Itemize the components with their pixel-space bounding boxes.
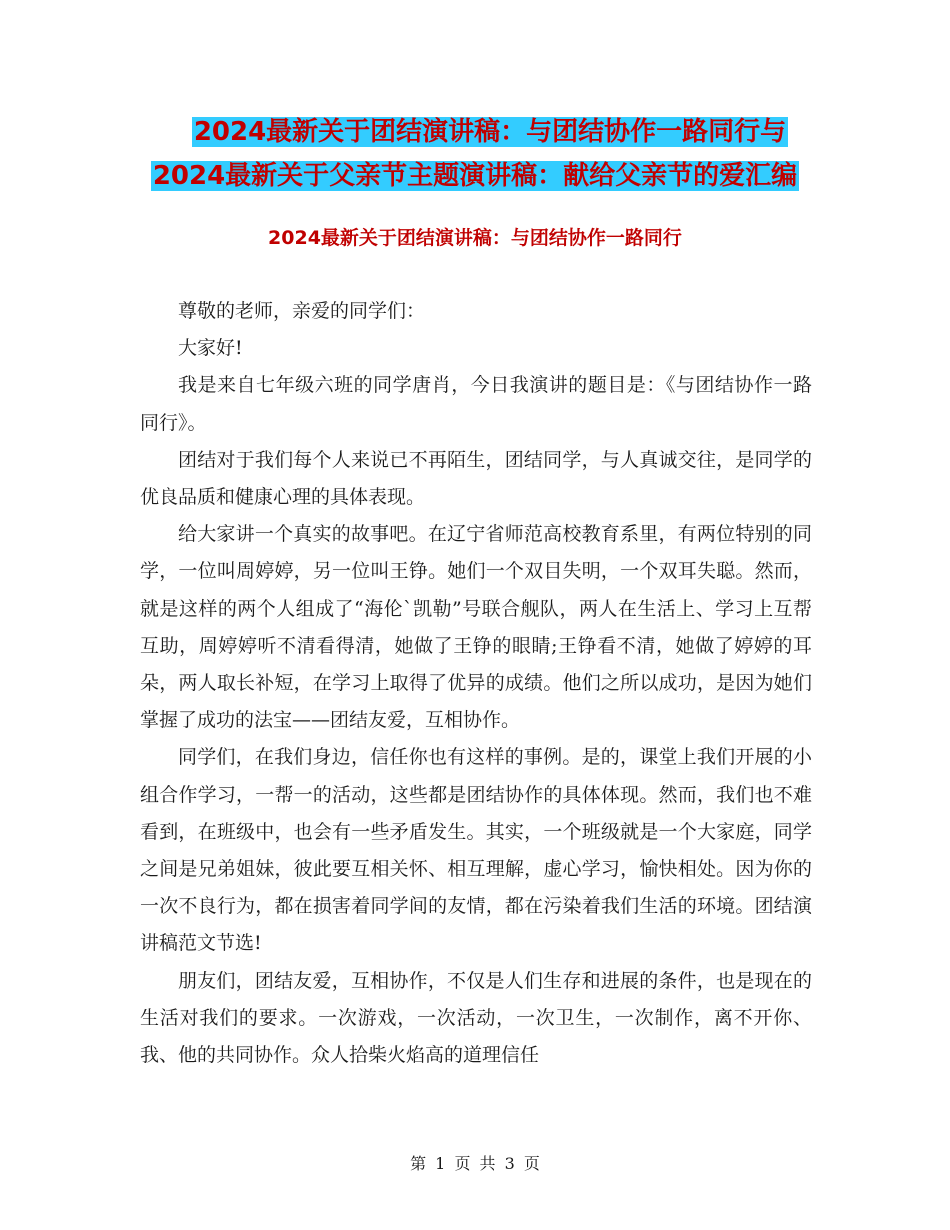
title-highlight-2: 2024最新关于父亲节主题演讲稿：献给父亲节的爱汇编 <box>152 161 798 191</box>
paragraph: 给大家讲一个真实的故事吧。在辽宁省师范高校教育系里，有两位特别的同学，一位叫周婷婷，另一位叫王铮。她们一个双目失明，一个双耳失聪。然而，就是这样的两个人组成了“海伦`凯勒”号联合舰队，两人在生活上、学习上互帮互助，周婷婷听不清看得清，她做了王铮的眼睛;王铮看不清，她做了婷婷的耳朵，两人取长补短，在学习上取得了优异的成绩。他们之所以成功，是因为她们掌握了成功的法宝——团结友爱，互相协作。 <box>140 523 812 732</box>
page-footer: 第 1 页 共 3 页 <box>410 1154 540 1173</box>
section-title: 2024最新关于团结演讲稿：与团结协作一路同行 <box>268 227 682 249</box>
title-highlight-1: 2024最新关于团结演讲稿：与团结协作一路同行与 <box>193 117 787 147</box>
document-title-line-1 <box>0 112 950 152</box>
paragraph: 我是来自七年级六班的同学唐肖，今日我演讲的题目是：《与团结协作一路同行》。 <box>140 374 812 434</box>
paragraph-salutation: 尊敬的老师，亲爱的同学们： <box>178 300 426 322</box>
body-text <box>140 293 812 1074</box>
paragraph: 朋友们，团结友爱，互相协作，不仅是人们生存和进展的条件，也是现在的生活对我们的要求。一次游戏，一次活动，一次卫生，一次制作，离不开你、我、他的共同协作。众人拾柴火焰高的道理信任 <box>140 969 812 1067</box>
paragraph-greeting: 大家好! <box>178 337 243 360</box>
document-title-line-2 <box>0 156 950 196</box>
paragraph: 同学们，在我们身边，信任你也有这样的事例。是的，课堂上我们开展的小组合作学习，一帮一的活动，这些都是团结协作的具体体现。然而，我们也不难看到，在班级中，也会有一些矛盾发生。其实，一个班级就是一个大家庭，同学之间是兄弟姐妹，彼此要互相关怀、相互理解，虚心学习，愉快相处。因为你的一次不良行为，都在损害着同学间的友情，都在污染着我们生活的环境。团结演讲稿范文节选! <box>140 746 812 955</box>
paragraph: 团结对于我们每个人来说已不再陌生，团结同学，与人真诚交往，是同学的优良品质和健康心理的具体表现。 <box>140 448 812 509</box>
